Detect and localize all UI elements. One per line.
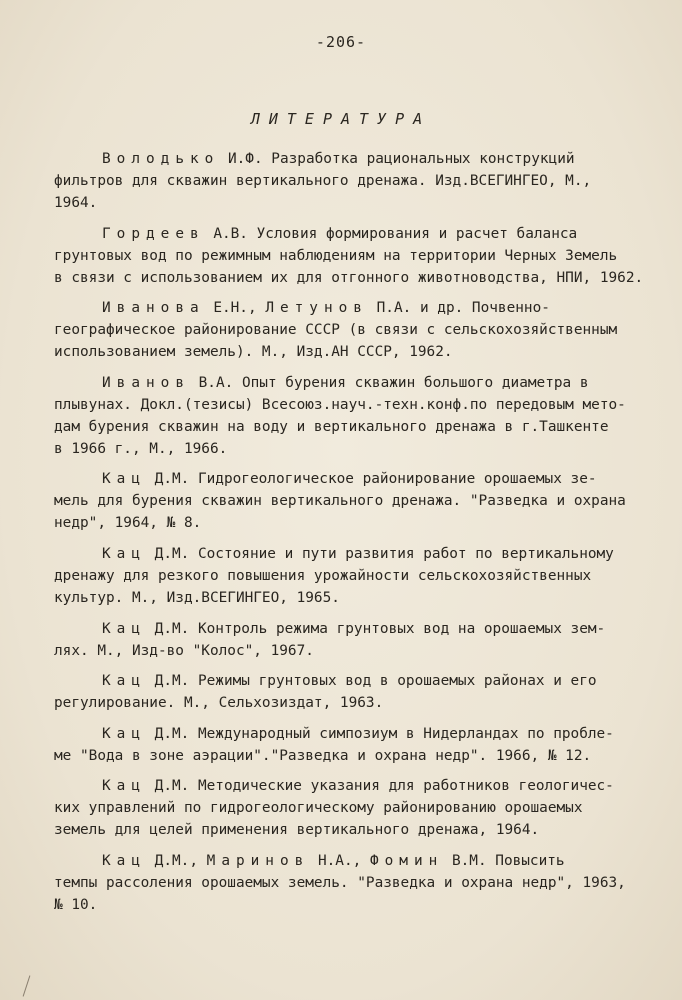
section-title: ЛИТЕРАТУРА: [250, 110, 432, 128]
reference-entry: [54, 468, 678, 534]
reference-text: мель для бурения скважин вертикального дренажа. "Разведка и охрана: [54, 493, 626, 510]
reference-text: дам бурения скважин на воду и вертикального дренажа в г.Ташкенте: [54, 418, 609, 435]
reference-line: [54, 170, 678, 192]
reference-line: [54, 297, 678, 319]
reference-line: [54, 894, 678, 916]
reference-text: недр", 1964, № 8.: [54, 515, 202, 532]
author-surname: Володько: [102, 151, 220, 167]
reference-text: Д.М. Контроль режима грунтовых вод на орошаемых зем-: [146, 620, 606, 637]
reference-line: [54, 223, 678, 245]
reference-line: [54, 872, 678, 894]
reference-text: ме "Вода в зоне аэрации"."Разведка и охрана недр". 1966, № 12.: [54, 747, 592, 764]
reference-line: [54, 640, 678, 662]
reference-text: В.А. Опыт бурения скважин большого диаметра в: [189, 374, 589, 391]
reference-list: [54, 148, 678, 925]
reference-text: лях. М., Изд-во "Колос", 1967.: [54, 642, 314, 659]
author-surname: Кац: [102, 852, 146, 869]
author-surname: Кац: [102, 673, 146, 690]
reference-text: Д.М. Гидрогеологическое районирование орошаемых зе-: [146, 471, 597, 488]
reference-text: дренажу для резкого повышения урожайности сельскохозяйственных: [54, 567, 592, 584]
reference-line: [54, 512, 678, 534]
author-surname: Иванов: [102, 374, 190, 391]
reference-text: использованием земель). М., Изд.АН СССР, 1962.: [54, 344, 453, 361]
author-surname: Кац: [102, 471, 146, 488]
reference-text: грунтовых вод по режимным наблюдениям на территории Черных Земель: [54, 247, 618, 264]
reference-line: [54, 192, 678, 214]
reference-text: Д.М. Состояние и пути развития работ по вертикальному: [146, 545, 614, 562]
reference-text: культур. М., Изд.ВСЕГИНГЕО, 1965.: [54, 589, 340, 606]
reference-line: [54, 438, 678, 460]
reference-entry: [54, 618, 678, 662]
reference-entry: [54, 850, 678, 916]
author-surname: Кац: [102, 725, 146, 742]
reference-entry: [54, 543, 678, 609]
reference-text: И.Ф. Разработка рациональных конструкций: [219, 151, 575, 167]
reference-line: [54, 745, 678, 767]
reference-entry: [54, 148, 678, 214]
reference-line: [54, 490, 678, 512]
reference-text: Н.А.,: [309, 852, 370, 869]
reference-text: Д.М. Международный симпозиум в Нидерландах по пробле-: [146, 725, 614, 742]
reference-entry: [54, 297, 678, 363]
reference-line: [54, 416, 678, 438]
author-surname: Летунов: [265, 300, 368, 317]
author-surname: Маринов: [206, 852, 310, 869]
author-surname: Кац: [102, 620, 146, 637]
reference-text: Е.Н.,: [204, 300, 266, 317]
reference-line: [54, 372, 678, 394]
reference-text: Д.М. Режимы грунтовых вод в орошаемых районах и его: [146, 673, 597, 690]
page-edge-mark: [23, 975, 31, 996]
reference-line: [54, 468, 678, 490]
reference-line: [54, 797, 678, 819]
reference-entry: [54, 670, 678, 714]
reference-text: земель для целей применения вертикального дренажа, 1964.: [54, 822, 540, 839]
reference-entry: [54, 223, 678, 289]
author-surname: Иванова: [102, 300, 205, 317]
reference-text: 1964.: [54, 195, 98, 211]
author-surname: Фомин: [369, 852, 444, 869]
reference-text: А.В. Условия формирования и расчет баланса: [204, 225, 578, 242]
reference-line: [54, 618, 678, 640]
reference-line: [54, 723, 678, 745]
author-surname: Кац: [102, 778, 146, 795]
page-number: -206-: [315, 33, 367, 51]
reference-text: В.М. Повысить: [443, 852, 565, 869]
reference-text: № 10.: [54, 896, 98, 913]
reference-line: [54, 341, 678, 363]
reference-line: [54, 319, 678, 341]
reference-line: [54, 850, 678, 872]
reference-line: [54, 587, 678, 609]
reference-text: П.А. и др. Почвенно-: [367, 300, 550, 317]
reference-text: фильтров для скважин вертикального дренажа. Изд.ВСЕГИНГЕО, М.,: [54, 173, 592, 189]
reference-line: [54, 148, 678, 170]
reference-text: регулирование. М., Сельхозиздат, 1963.: [54, 695, 384, 712]
reference-line: [54, 543, 678, 565]
reference-line: [54, 267, 678, 289]
reference-text: Д.М. Методические указания для работников геологичес-: [146, 778, 614, 795]
reference-text: в связи с использованием их для отгонного животноводства, НПИ, 1962.: [54, 269, 644, 286]
reference-line: [54, 692, 678, 714]
reference-text: ких управлений по гидрогеологическому районированию орошаемых: [54, 800, 583, 817]
reference-line: [54, 565, 678, 587]
reference-text: плывунах. Докл.(тезисы) Всесоюз.науч.-техн.конф.по передовым мето-: [54, 396, 626, 413]
reference-line: [54, 819, 678, 841]
reference-text: географическое районирование СССР (в связи с сельскохозяйственным: [54, 322, 618, 339]
reference-text: Д.М.,: [146, 852, 207, 869]
reference-text: в 1966 г., М., 1966.: [54, 440, 228, 457]
reference-line: [54, 775, 678, 797]
reference-entry: [54, 775, 678, 841]
reference-text: темпы рассоления орошаемых земель. "Разведка и охрана недр", 1963,: [54, 874, 626, 891]
reference-entry: [54, 723, 678, 767]
reference-entry: [54, 372, 678, 460]
reference-line: [54, 670, 678, 692]
reference-line: [54, 245, 678, 267]
reference-line: [54, 394, 678, 416]
author-surname: Кац: [102, 545, 146, 562]
author-surname: Гордеев: [102, 225, 205, 242]
